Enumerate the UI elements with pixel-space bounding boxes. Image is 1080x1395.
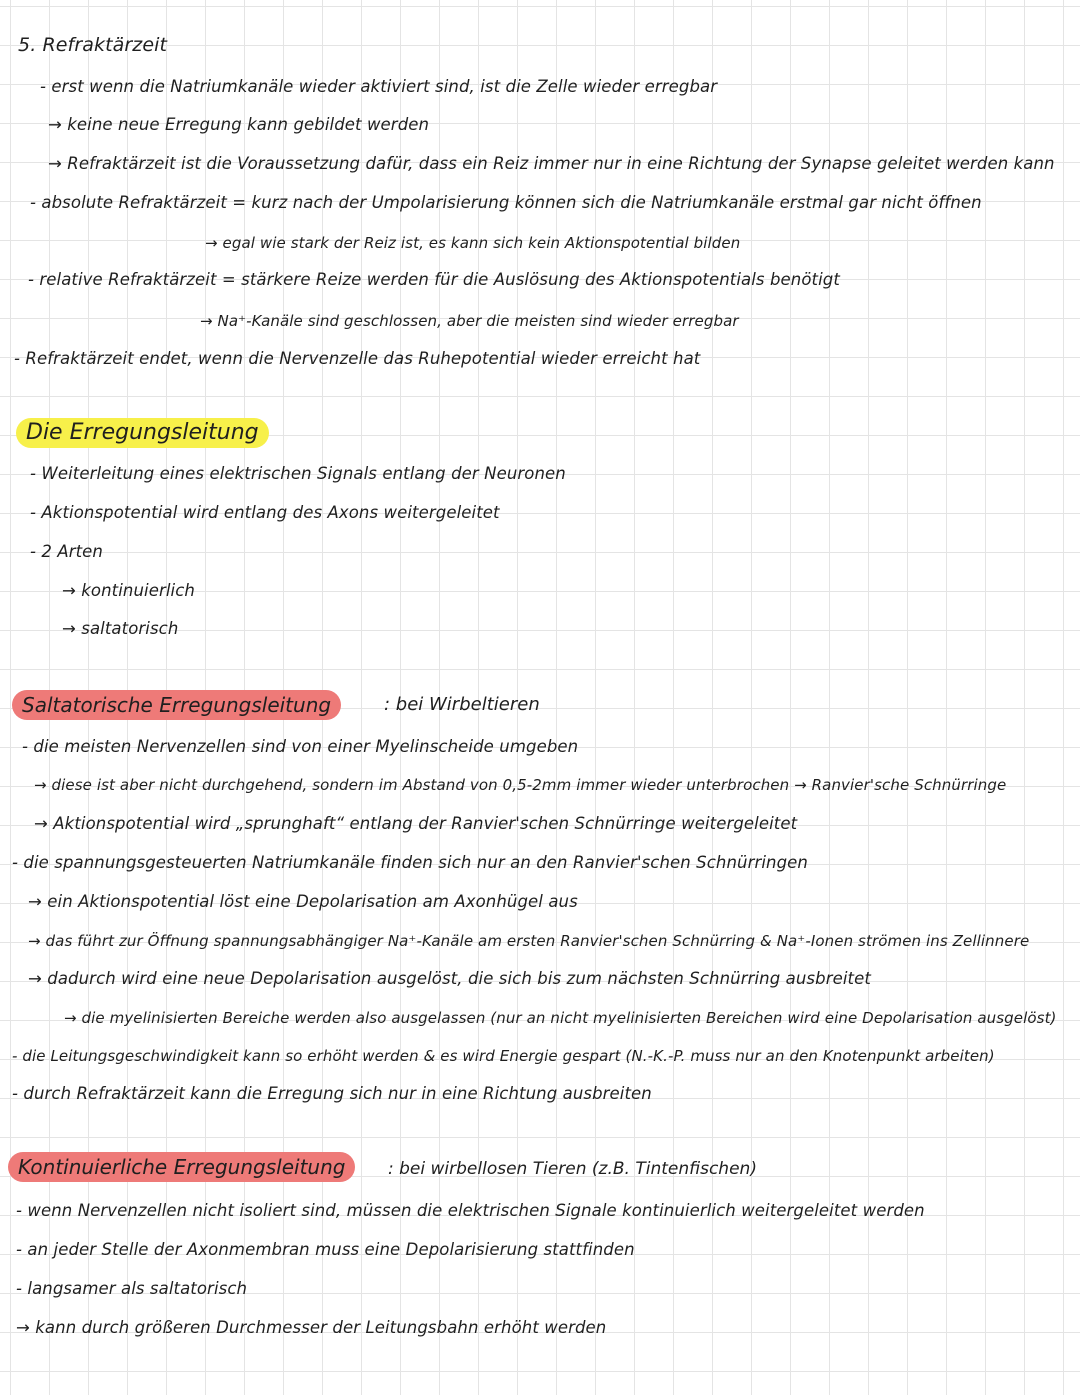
note-line: → Refraktärzeit ist die Voraussetzung dafür, dass ein Reiz immer nur in eine Richtung der Synapse geleitet werden kann: [48, 154, 1055, 173]
note-line: → ein Aktionspotential löst eine Depolarisation am Axonhügel aus: [28, 892, 578, 911]
note-line: - langsamer als saltatorisch: [16, 1279, 248, 1298]
section-title-kontinuierlich: Kontinuierliche Erregungsleitung: [8, 1152, 355, 1182]
note-line: → das führt zur Öffnung spannungsabhängiger Na⁺-Kanäle am ersten Ranvier'schen Schnürring & Na⁺-Ionen strömen ins Zellinnere: [28, 932, 1030, 950]
note-line: - erst wenn die Natriumkanäle wieder aktiviert sind, ist die Zelle wieder erregbar: [40, 77, 718, 96]
note-line: - die meisten Nervenzellen sind von einer Myelinscheide umgeben: [22, 737, 579, 756]
note-line: - relative Refraktärzeit = stärkere Reize werden für die Auslösung des Aktionspotentials benötigt: [28, 270, 840, 289]
note-line: - Aktionspotential wird entlang des Axons weitergeleitet: [30, 503, 500, 522]
note-line: → saltatorisch: [62, 619, 179, 638]
note-line: → kann durch größeren Durchmesser der Leitungsbahn erhöht werden: [16, 1318, 607, 1337]
note-line: - Weiterleitung eines elektrischen Signals entlang der Neuronen: [30, 464, 566, 483]
section-subtitle-saltatorisch: : bei Wirbeltieren: [384, 694, 540, 715]
note-line: → egal wie stark der Reiz ist, es kann sich kein Aktionspotential bilden: [205, 234, 741, 252]
note-line: → die myelinisierten Bereiche werden also ausgelassen (nur an nicht myelinisierten Bereichen wird eine Depolarisation ausgelöst): [64, 1009, 1057, 1027]
note-line: - an jeder Stelle der Axonmembran muss eine Depolarisierung stattfinden: [16, 1240, 635, 1259]
note-line: → diese ist aber nicht durchgehend, sondern im Abstand von 0,5-2mm immer wieder unterbrochen → Ranvier'sche Schnürringe: [34, 776, 1007, 794]
section-title-refraktaerzeit: 5. Refraktärzeit: [18, 34, 168, 56]
note-line: → Na⁺-Kanäle sind geschlossen, aber die meisten sind wieder erregbar: [200, 312, 739, 330]
note-line: - wenn Nervenzellen nicht isoliert sind, müssen die elektrischen Signale kontinuierlich weitergeleitet werden: [16, 1201, 925, 1220]
note-line: - die Leitungsgeschwindigkeit kann so erhöht werden & es wird Energie gespart (N.-K.-P. muss nur an den Knotenpunkt arbeiten): [12, 1047, 995, 1065]
section-title-saltatorisch: Saltatorische Erregungsleitung: [12, 690, 341, 720]
section-subtitle-kontinuierlich: : bei wirbellosen Tieren (z.B. Tintenfischen): [388, 1159, 757, 1179]
note-line: - Refraktärzeit endet, wenn die Nervenzelle das Ruhepotential wieder erreicht hat: [14, 349, 701, 368]
note-line: - die spannungsgesteuerten Natriumkanäle finden sich nur an den Ranvier'schen Schnürringen: [12, 853, 808, 872]
note-line: → kontinuierlich: [62, 581, 195, 600]
note-line: - absolute Refraktärzeit = kurz nach der Umpolarisierung können sich die Natriumkanäle erstmal gar nicht öffnen: [30, 193, 982, 212]
note-line: → Aktionspotential wird „sprunghaft“ entlang der Ranvier'schen Schnürringe weitergeleitet: [34, 814, 798, 833]
note-line: → dadurch wird eine neue Depolarisation ausgelöst, die sich bis zum nächsten Schnürring ausbreitet: [28, 969, 871, 988]
section-title-erregungsleitung: Die Erregungsleitung: [16, 418, 269, 448]
note-line: - 2 Arten: [30, 542, 103, 561]
note-line: - durch Refraktärzeit kann die Erregung sich nur in eine Richtung ausbreiten: [12, 1084, 652, 1103]
note-line: → keine neue Erregung kann gebildet werden: [48, 115, 430, 134]
